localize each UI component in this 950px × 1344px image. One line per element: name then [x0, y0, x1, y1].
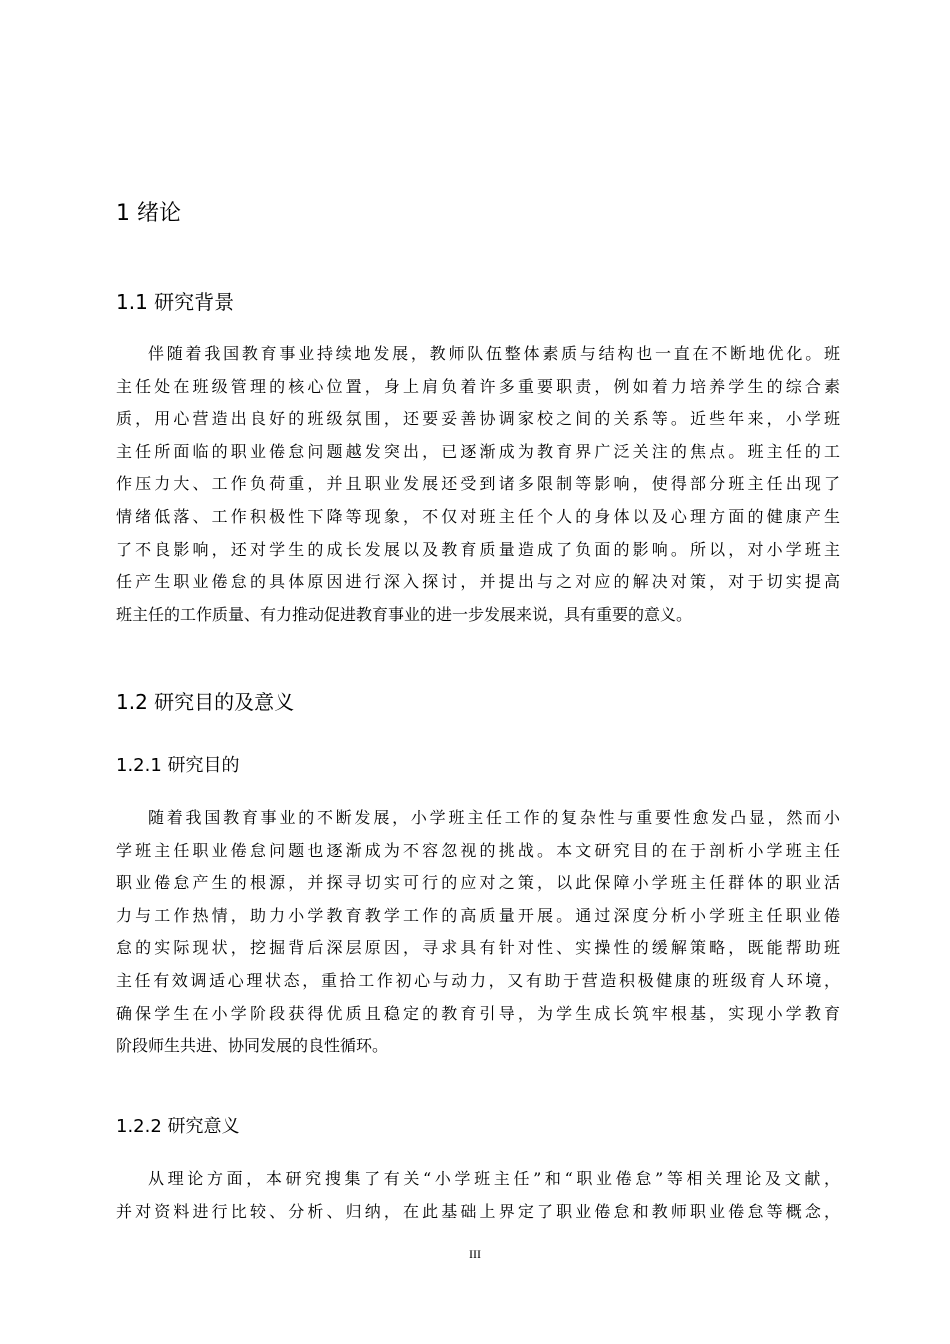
- paragraph-line: 学班主任职业倦怠问题也逐渐成为不容忽视的挑战。本文研究目的在于剖析小学班主任: [116, 840, 840, 860]
- section-heading-1-2-2: 1.2.2 研究意义: [116, 1116, 240, 1137]
- paragraph-line: 了不良影响，还对学生的成长发展以及教育质量造成了负面的影响。所以，对小学班主: [116, 539, 840, 559]
- paragraph-line: 伴随着我国教育事业持续地发展，教师队伍整体素质与结构也一直在不断地优化。班: [148, 344, 840, 363]
- paragraph-line: 确保学生在小学阶段获得优质且稳定的教育引导，为学生成长筑牢根基，实现小学教育: [116, 1003, 840, 1023]
- paragraph-line: 职业倦怠产生的根源，并探寻切实可行的应对之策，以此保障小学班主任群体的职业活: [116, 873, 840, 893]
- paragraph-research-significance: [116, 1163, 840, 1228]
- section-heading-1-2-1: 1.2.1 研究目的: [116, 755, 240, 776]
- paragraph-line: 并对资料进行比较、分析、归纳，在此基础上界定了职业倦怠和教师职业倦怠等概念，: [116, 1201, 840, 1221]
- paragraph-line: 情绪低落、工作积极性下降等现象，不仅对班主任个人的身体以及心理方面的健康产生: [116, 506, 840, 526]
- paragraph-line: 主任处在班级管理的核心位置，身上肩负着许多重要职责，例如着力培养学生的综合素: [116, 376, 840, 396]
- paragraph-line: 班主任的工作质量、有力推动促进教育事业的进一步发展来说，具有重要的意义。: [116, 604, 693, 624]
- paragraph-line: 主任有效调适心理状态，重拾工作初心与动力，又有助于营造积极健康的班级育人环境，: [116, 970, 840, 990]
- paragraph-line: 质，用心营造出良好的班级氛围，还要妥善协调家校之间的关系等。近些年来，小学班: [116, 409, 840, 429]
- paragraph-research-background: [116, 338, 840, 631]
- paragraph-line: 主任所面临的职业倦怠问题越发突出，已逐渐成为教育界广泛关注的焦点。班主任的工: [116, 441, 840, 461]
- paragraph-line: 随着我国教育事业的不断发展，小学班主任工作的复杂性与重要性愈发凸显，然而小: [148, 808, 840, 827]
- paragraph-line: 力与工作热情，助力小学教育教学工作的高质量开展。通过深度分析小学班主任职业倦: [116, 905, 840, 925]
- paragraph-line: 阶段师生共进、协同发展的良性循环。: [116, 1036, 389, 1056]
- paragraph-research-purpose: [116, 802, 840, 1063]
- section-heading-1-1: 1.1 研究背景: [116, 290, 235, 314]
- section-heading-1-2: 1.2 研究目的及意义: [116, 690, 295, 714]
- page-number: III: [469, 1247, 481, 1261]
- paragraph-line: 从理论方面，本研究搜集了有关“小学班主任”和“职业倦怠”等相关理论及文献，: [148, 1169, 840, 1188]
- paragraph-line: 作压力大、工作负荷重，并且职业发展还受到诸多限制等影响，使得部分班主任出现了: [116, 474, 840, 494]
- paragraph-line: 怠的实际现状，挖掘背后深层原因，寻求具有针对性、实操性的缓解策略，既能帮助班: [116, 938, 840, 958]
- paragraph-line: 任产生职业倦怠的具体原因进行深入探讨，并提出与之对应的解决对策，对于切实提高: [116, 572, 840, 592]
- chapter-title: 1 绪论: [116, 201, 181, 226]
